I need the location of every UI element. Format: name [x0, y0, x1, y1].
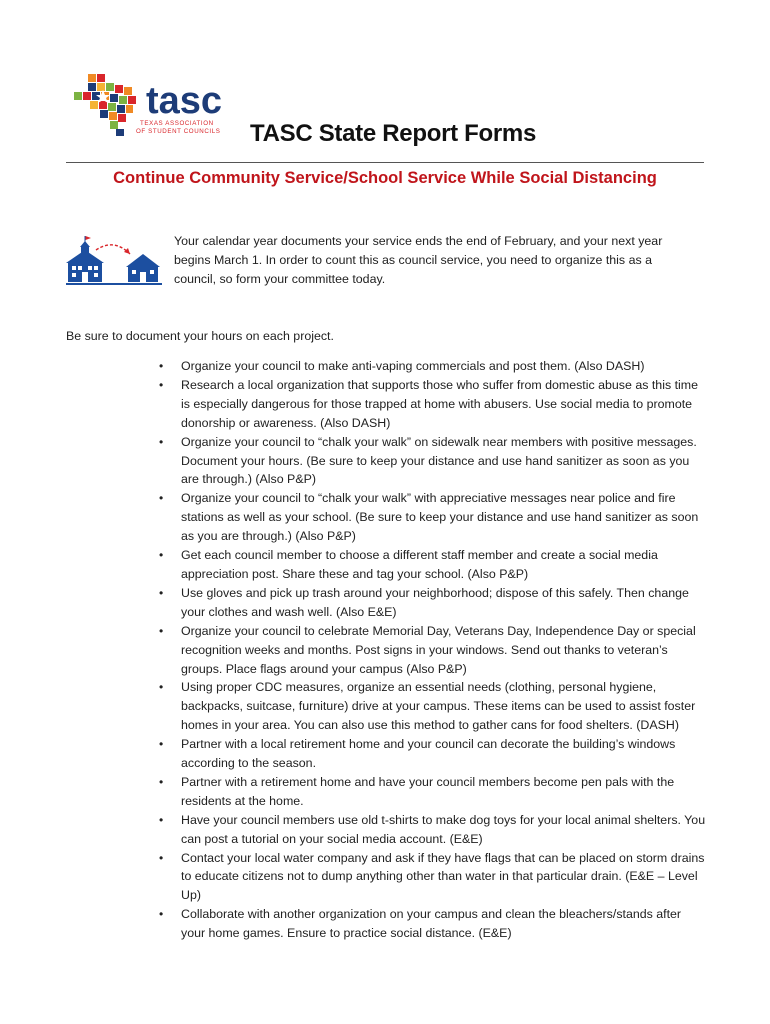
- logo-subtext-2: OF STUDENT COUNCILS: [136, 128, 221, 135]
- bullet-icon: •: [159, 680, 164, 695]
- logo-wordmark: tasc: [146, 80, 223, 122]
- bullet-icon: •: [159, 623, 164, 638]
- bullet-icon: •: [159, 585, 164, 600]
- list-item-text: Organize your council to make anti-vaping commercials and post them. (Also DASH): [181, 359, 645, 373]
- bullet-icon: •: [159, 548, 164, 563]
- list-item: [159, 849, 706, 906]
- list-item-text: Using proper CDC measures, organize an essential needs (clothing, personal hygiene, backpacks, suitcase, furniture) drive at your campus. These items can be used to assist foster homes in your area. You can also use this method to gather cans for food shelters. (DASH): [181, 680, 696, 733]
- logo-subtext-1: TEXAS ASSOCIATION: [140, 120, 214, 127]
- intro-paragraph: Your calendar year documents your service ends the end of February, and your next year begins March 1. In order to count this as council service, you need to organize this as a council, so form your committee today.: [174, 234, 663, 287]
- list-item-text: Organize your council to “chalk your walk” on sidewalk near members with positive messages. Document your hours. (Be sure to keep your distance and use hand sanitizer as soon as you are through.) (Also P&P): [181, 434, 697, 487]
- list-item-text: Collaborate with another organization on your campus and clean the bleachers/stands after your home games. Ensure to practice social distance. (E&E): [181, 907, 682, 941]
- list-item: [159, 433, 706, 490]
- list-item-text: Contact your local water company and ask if they have flags that can be placed on storm drains to educate citizens not to dump anything other than water in that particular drain. (E&E – Level Up): [181, 850, 705, 903]
- list-item-text: Use gloves and pick up trash around your neighborhood; dispose of this safely. Then change your clothes and wash well. (Also E&E): [181, 585, 689, 619]
- list-item: [159, 735, 706, 773]
- hours-note: Be sure to document your hours on each project.: [66, 329, 334, 343]
- texas-mosaic-icon: [74, 74, 136, 136]
- list-item-text: Have your council members use old t-shirts to make dog toys for your local animal shelters. You can post a tutorial on your social media account. (E&E): [181, 812, 706, 846]
- page-title: TASC State Report Forms: [250, 120, 537, 147]
- list-item: [159, 773, 706, 811]
- bullet-icon: •: [159, 737, 164, 752]
- title-divider: [66, 162, 704, 163]
- bullet-icon: •: [159, 434, 164, 449]
- list-item-text: Organize your council to “chalk your walk” with appreciative messages near police and fire stations as well as your school. (Be sure to keep your distance and use hand sanitizer as soon as you are through.) (Also P&P): [181, 491, 699, 544]
- list-item-text: Partner with a local retirement home and your council can decorate the building’s windows according to the season.: [181, 737, 676, 771]
- list-item-text: Research a local organization that supports those who suffer from domestic abuse as this time is especially dangerous for those trapped at home with abusers. Use social media to promote donorship or awareness. (Also DASH): [181, 377, 699, 430]
- two-schools-icon: [66, 236, 162, 286]
- bullet-icon: •: [159, 359, 164, 373]
- tasc-logo: [70, 68, 240, 140]
- bullet-icon: •: [159, 491, 164, 506]
- list-item: [159, 489, 706, 546]
- bullet-icon: •: [159, 850, 164, 865]
- list-item: [159, 811, 706, 849]
- list-item: [159, 622, 706, 679]
- list-item: [159, 905, 706, 943]
- list-item: [159, 357, 706, 376]
- bullet-icon: •: [159, 812, 164, 827]
- bullet-icon: •: [159, 907, 164, 922]
- list-item: [159, 678, 706, 735]
- list-item: [159, 546, 706, 584]
- bullet-icon: •: [159, 774, 164, 789]
- list-item-text: Partner with a retirement home and have your council members become pen pals with the residents at the home.: [181, 774, 675, 808]
- list-item-text: Get each council member to choose a different staff member and create a social media appreciation post. Share these and tag your school. (Also P&P): [181, 548, 658, 581]
- list-item: [159, 376, 706, 433]
- service-ideas-list: [159, 357, 706, 943]
- list-item: [159, 584, 706, 622]
- list-item-text: Organize your council to celebrate Memorial Day, Veterans Day, Independence Day or special recognition weeks and months. Post signs in your windows. Send out thanks to veteran’s groups. Place flags around your campus (Also P&P): [181, 623, 696, 676]
- bullet-icon: •: [159, 377, 164, 392]
- page-subtitle: Continue Community Service/School Service While Social Distancing: [113, 169, 657, 187]
